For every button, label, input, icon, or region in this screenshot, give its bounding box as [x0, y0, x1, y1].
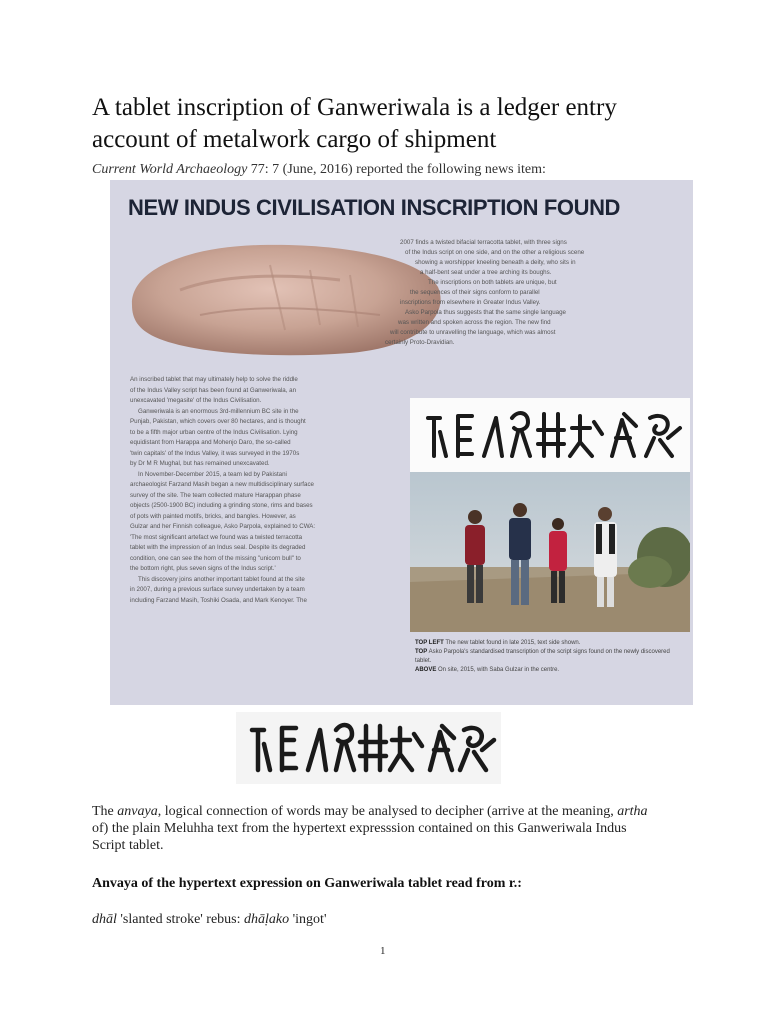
article-line: including Farzand Masih, Toshiki Osada, and Mark Kenoyer. The [130, 596, 307, 604]
article-line: archaeologist Farzand Masih began a new multidisciplinary surface [130, 481, 314, 488]
title-line-2: account of metalwork cargo of shipment [92, 126, 497, 153]
group-photo [410, 472, 690, 632]
article-line: 'twin capitals' of the Indus Valley, it was surveyed in the 1970s [130, 449, 300, 457]
page-number: 1 [380, 945, 386, 957]
article-line: The inscriptions on both tablets are unique, but [428, 279, 557, 286]
article-line: survey of the site. The team collected mature Harappan phase [130, 491, 301, 499]
indus-signs-enlarged-image [236, 712, 501, 784]
article-line: inscriptions from elsewhere in Greater Indus Valley. [400, 299, 541, 306]
article-line: condition, one can see the horn of the missing "unicorn bull" to [130, 554, 301, 562]
article-left-column [130, 375, 395, 606]
article-right-column [380, 238, 680, 348]
article-line: the bottom right, plus seven signs of the Indus script.' [130, 565, 276, 572]
article-line: 'The most significant artefact we found was a twisted terracotta [130, 533, 303, 541]
article-line: objects (2500-1900 BC) including a grinding stone, rims and bases [130, 502, 313, 509]
section-heading: Anvaya of the hypertext expression on Ganweriwala tablet read from r.: [92, 876, 522, 891]
article-line: by Dr M R Mughal, but has remained unexcavated. [130, 460, 270, 467]
article-line: An inscribed tablet that may ultimately help to solve the riddle [130, 376, 298, 383]
article-line: certainly Proto-Dravidian. [385, 339, 455, 346]
article-line: of the Indus Valley script has been found at Ganweriwala, an [130, 386, 297, 394]
article-line: will contribute to unravelling the language, which was almost [390, 329, 556, 336]
caption-top-left: TOP LEFT The new tablet found in late 2015, text side shown. [415, 640, 581, 646]
article-line: 2007 finds a twisted bifacial terracotta tablet, with three signs [400, 239, 567, 246]
article-line: of the Indus script on one side, and on the other a religious scene [405, 249, 585, 256]
article-line: was written and spoken across the region. The new find [398, 319, 551, 326]
photo-captions [415, 639, 685, 675]
citation-journal: Current World Archaeology [92, 162, 248, 177]
title-line-1: A tablet inscription of Ganweriwala is a ledger entry [92, 94, 617, 121]
caption-top: TOP Asko Parpola's standardised transcription of the script signs found on the newly discovered tablet. [415, 649, 670, 664]
article-line: Asko Parpola thus suggests that the same single language [405, 309, 566, 316]
article-line: of pots with painted motifs, bricks, and bangles. However, as [130, 512, 296, 520]
magazine-headline: NEW INDUS CIVILISATION INSCRIPTION FOUND [128, 195, 621, 220]
magazine-clipping [110, 180, 693, 705]
body-paragraph: The anvaya, logical connection of words may be analysed to decipher (arrive at the meaning, artha of) the plain Meluhha text from the hypertext expresssion contained on this Ganweriwala Indus Script tablet. [92, 804, 648, 853]
indus-signs-image [410, 398, 690, 473]
article-line: in 2007, during a previous surface survey undertaken by a team [130, 586, 305, 593]
gloss-line: dhāl 'slanted stroke' rebus: dhāḷako 'ingot' [92, 912, 327, 927]
article-line: showing a worshipper kneeling beneath a deity, who sits in [415, 259, 576, 266]
term-anvaya: anvaya [117, 804, 158, 819]
article-line: equidistant from Harappa and Mohenjo Daro, the so-called [130, 439, 291, 446]
citation-line [92, 162, 546, 178]
term-artha: artha [617, 804, 648, 819]
page-title [92, 92, 692, 156]
article-line: unexcavated 'megasite' of the Indus Civilisation. [130, 397, 262, 404]
article-line: a half-bent seat under a tree arching its boughs. [420, 269, 552, 276]
article-line: tablet with the impression of an Indus seal. Despite its degraded [130, 544, 306, 551]
article-line: Gulzar and her Finnish colleague, Asko Parpola, explained to CWA: [130, 523, 316, 530]
citation-details: 77: 7 (June, 2016) reported the following news item: [247, 162, 546, 177]
article-line: the sequences of their signs conform to parallel [410, 289, 540, 296]
article-line: to be a fifth major urban centre of the Indus Civilisation. Lying [130, 428, 298, 436]
article-line: Ganweriwala is an enormous 3rd-millennium BC site in the [138, 407, 299, 415]
article-line: This discovery joins another important tablet found at the site [138, 575, 305, 583]
article-line: Punjab, Pakistan, which covers over 80 hectares, and is thought [130, 418, 306, 425]
article-line: In November-December 2015, a team led by Pakistani [138, 470, 287, 478]
caption-above: ABOVE On site, 2015, with Saba Gulzar in the centre. [415, 667, 560, 673]
